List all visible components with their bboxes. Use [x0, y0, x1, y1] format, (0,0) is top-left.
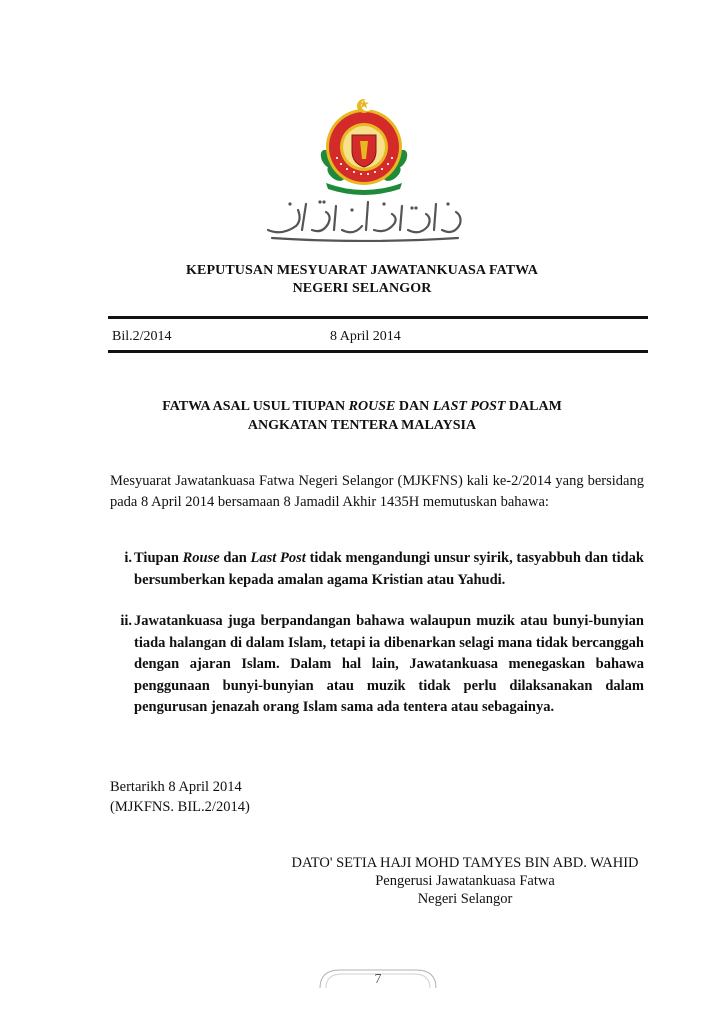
selangor-mufti-crest-icon: [316, 97, 412, 195]
jawi-calligraphy-icon: [262, 196, 466, 242]
decision-number: ii.: [120, 613, 132, 629]
decision-item: [110, 548, 644, 592]
document-heading-line1: KEPUTUSAN MESYUARAT JAWATANKUASA FATWA: [186, 263, 538, 278]
decision-text: Tiupan Rouse dan Last Post tidak mengandungi unsur syirik, tasyabbuh dan tidak bersumberkan kepada amalan agama Kristian atau Yahudi.: [134, 550, 644, 588]
decision-text: Jawatankuasa juga berpandangan bahawa walaupun muzik atau bunyi-bunyian tiada halangan di dalam Islam, tetapi ia dibenarkan selagi mana tidak bercanggah dengan ajaran Islam. Dalam hal lain, Jawatankuasa menegaskan bahawa penggunaan bunyi-bunyian atau muzik tidak perlu dilaksanakan dalam pengurusan jenazah orang Islam sama ada tentera atau sebagainya.: [134, 613, 644, 715]
signatory-name: DATO' SETIA HAJI MOHD TAMYES BIN ABD. WAHID: [291, 855, 639, 871]
reference-number: Bil.2/2014: [112, 329, 172, 344]
decision-number: i.: [124, 550, 132, 566]
signatory-role: Pengerusi Jawatankuasa Fatwa: [375, 873, 555, 889]
document-heading-line2: NEGERI SELANGOR: [292, 281, 432, 296]
fatwa-title-line1: FATWA ASAL USUL TIUPAN ROUSE DAN LAST POST DALAM: [162, 399, 562, 414]
divider-top: [108, 316, 648, 319]
issued-reference: (MJKFNS. BIL.2/2014): [110, 799, 250, 815]
page-number: 7: [374, 972, 382, 987]
issued-date: Bertarikh 8 April 2014: [110, 779, 242, 795]
signatory-state: Negeri Selangor: [417, 891, 513, 907]
reference-date: 8 April 2014: [330, 329, 401, 344]
fatwa-title-line2: ANGKATAN TENTERA MALAYSIA: [247, 418, 477, 433]
intro-paragraph: Mesyuarat Jawatankuasa Fatwa Negeri Selangor (MJKFNS) kali ke-2/2014 yang bersidang pada 8 April 2014 bersamaan 8 Jamadil Akhir 1435H memutuskan bahawa:: [110, 473, 644, 510]
decision-item: [110, 611, 644, 739]
divider-bottom: [108, 350, 648, 353]
